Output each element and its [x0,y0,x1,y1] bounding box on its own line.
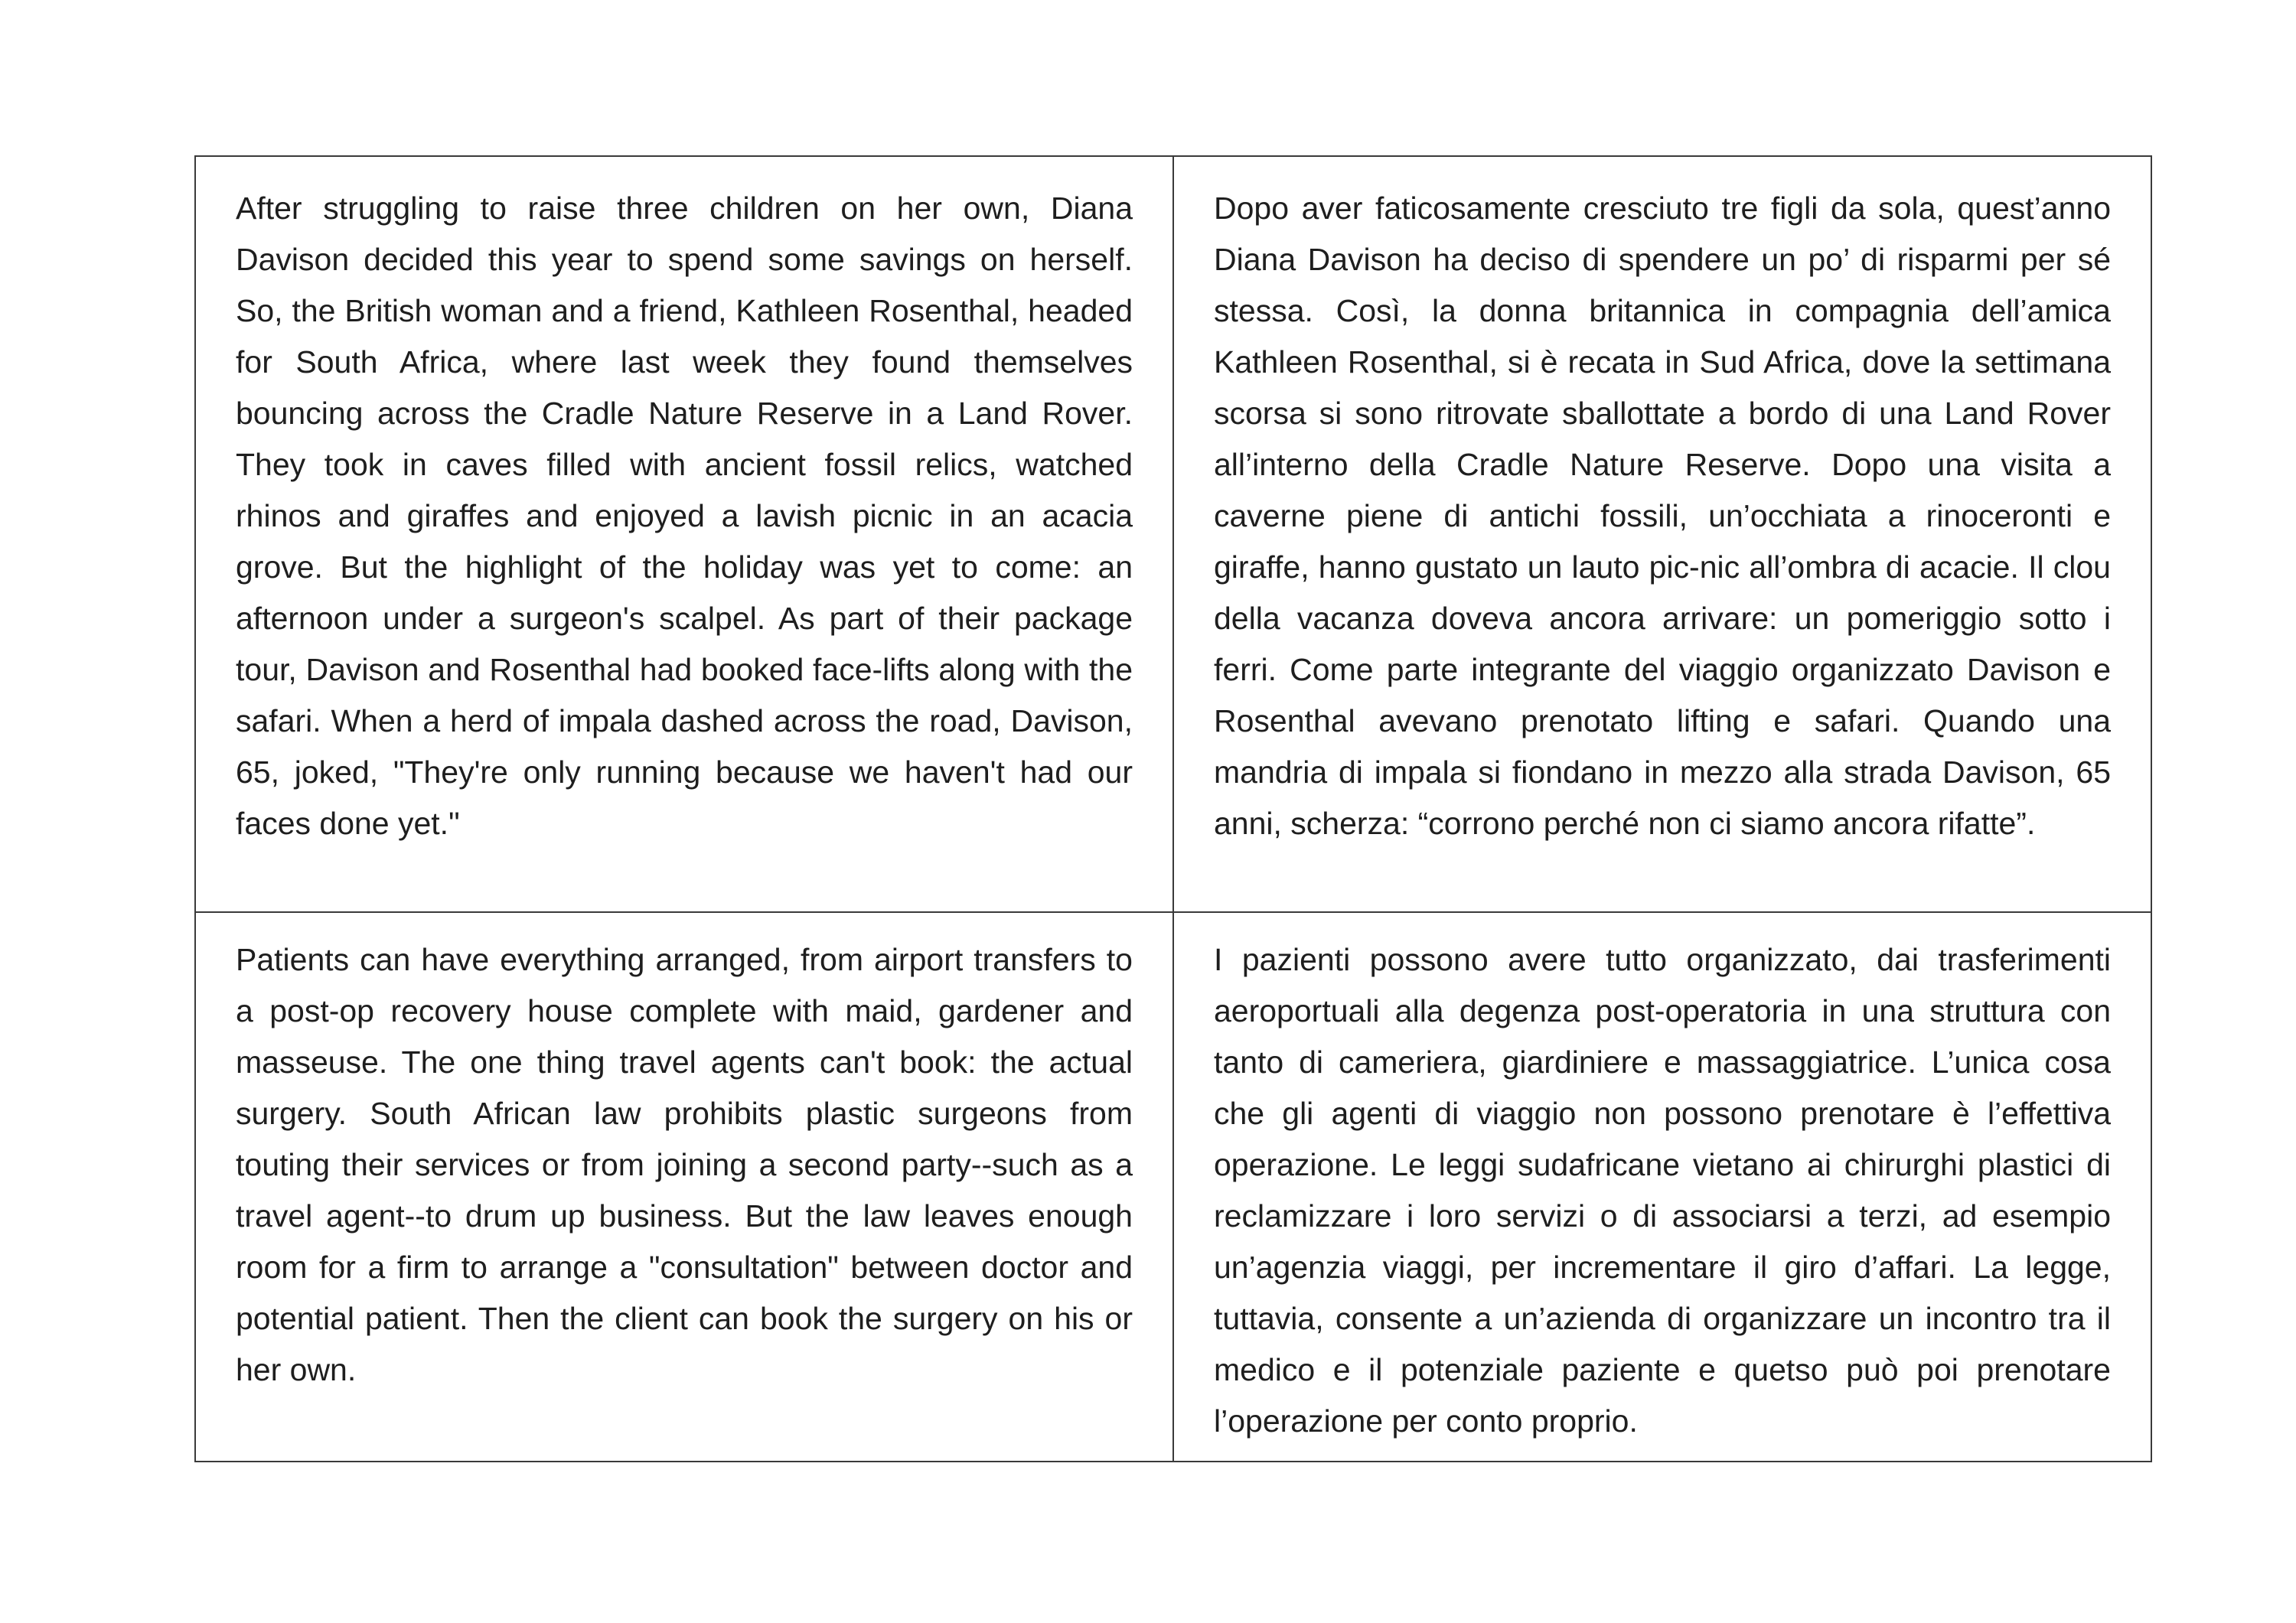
italian-cell [1173,912,2151,1462]
english-paragraph: After struggling to raise three children on her own, Diana Davison decided this year to spend some savings on herself. So, the British woman and a friend, Kathleen Rosenthal, headed for South Africa, where last week they found themselves bouncing across the Cradle Nature Reserve in a Land Rover. They took in caves filled with ancient fossil relics, watched rhinos and giraffes and enjoyed a lavish picnic in an acacia grove. But the highlight of the holiday was yet to come: an afternoon under a surgeon's scalpel. As part of their package tour, Davison and Rosenthal had booked face-lifts along with the safari. When a herd of impala dashed across the road, Davison, 65, joked, "They're only running because we haven't had our faces done yet." [236,191,1133,841]
italian-paragraph: Dopo aver faticosamente cresciuto tre figli da sola, quest’anno Diana Davison ha deciso di spendere un po’ di risparmi per sé stessa. Così, la donna britannica in compagnia dell’amica Kathleen Rosenthal, si è recata in Sud Africa, dove la settimana scorsa si sono ritrovate sballottate a bordo di una Land Rover all’interno della Cradle Nature Reserve. Dopo una visita a caverne piene di antichi fossili, un’occhiata a rinoceronti e giraffe, hanno gustato un lauto pic-nic all’ombra di acacie. Il clou della vacanza doveva ancora arrivare: un pomeriggio sotto i ferri. Come parte integrante del viaggio organizzato Davison e Rosenthal avevano prenotato lifting e safari. Quando una mandria di impala si fiondano in mezzo alla strada Davison, 65 anni, scherza: “corrono perché non ci siamo ancora rifatte”. [1214,191,2111,841]
english-paragraph: Patients can have everything arranged, from airport transfers to a post-op recovery house complete with maid, gardener and masseuse. The one thing travel agents can't book: the actual surgery. South African law prohibits plastic surgeons from touting their services or from joining a second party--such as a travel agent--to drum up business. But the law leaves enough room for a firm to arrange a "consultation" between doctor and potential patient. Then the client can book the surgery on his or her own. [236,942,1133,1387]
italian-paragraph: I pazienti possono avere tutto organizzato, dai trasferimenti aeroportuali alla degenza post-operatoria in una struttura con tanto di cameriera, giardiniere e massaggiatrice. L’unica cosa che gli agenti di viaggio non possono prenotare è l’effettiva operazione. Le leggi sudafricane vietano ai chirurghi plastici di reclamizzare i loro servizi o di associarsi a terzi, ad esempio un’agenzia viaggi, per incrementare il giro d’affari. La legge, tuttavia, consente a un’azienda di organizzare un incontro tra il medico e il potenziale paziente e quetso può poi prenotare l’operazione per conto proprio. [1214,942,2111,1439]
italian-cell [1173,156,2151,912]
english-cell [195,912,1173,1462]
english-cell [195,156,1173,912]
translation-table [194,155,2152,1462]
table-row [195,912,2151,1462]
table-row [195,156,2151,912]
